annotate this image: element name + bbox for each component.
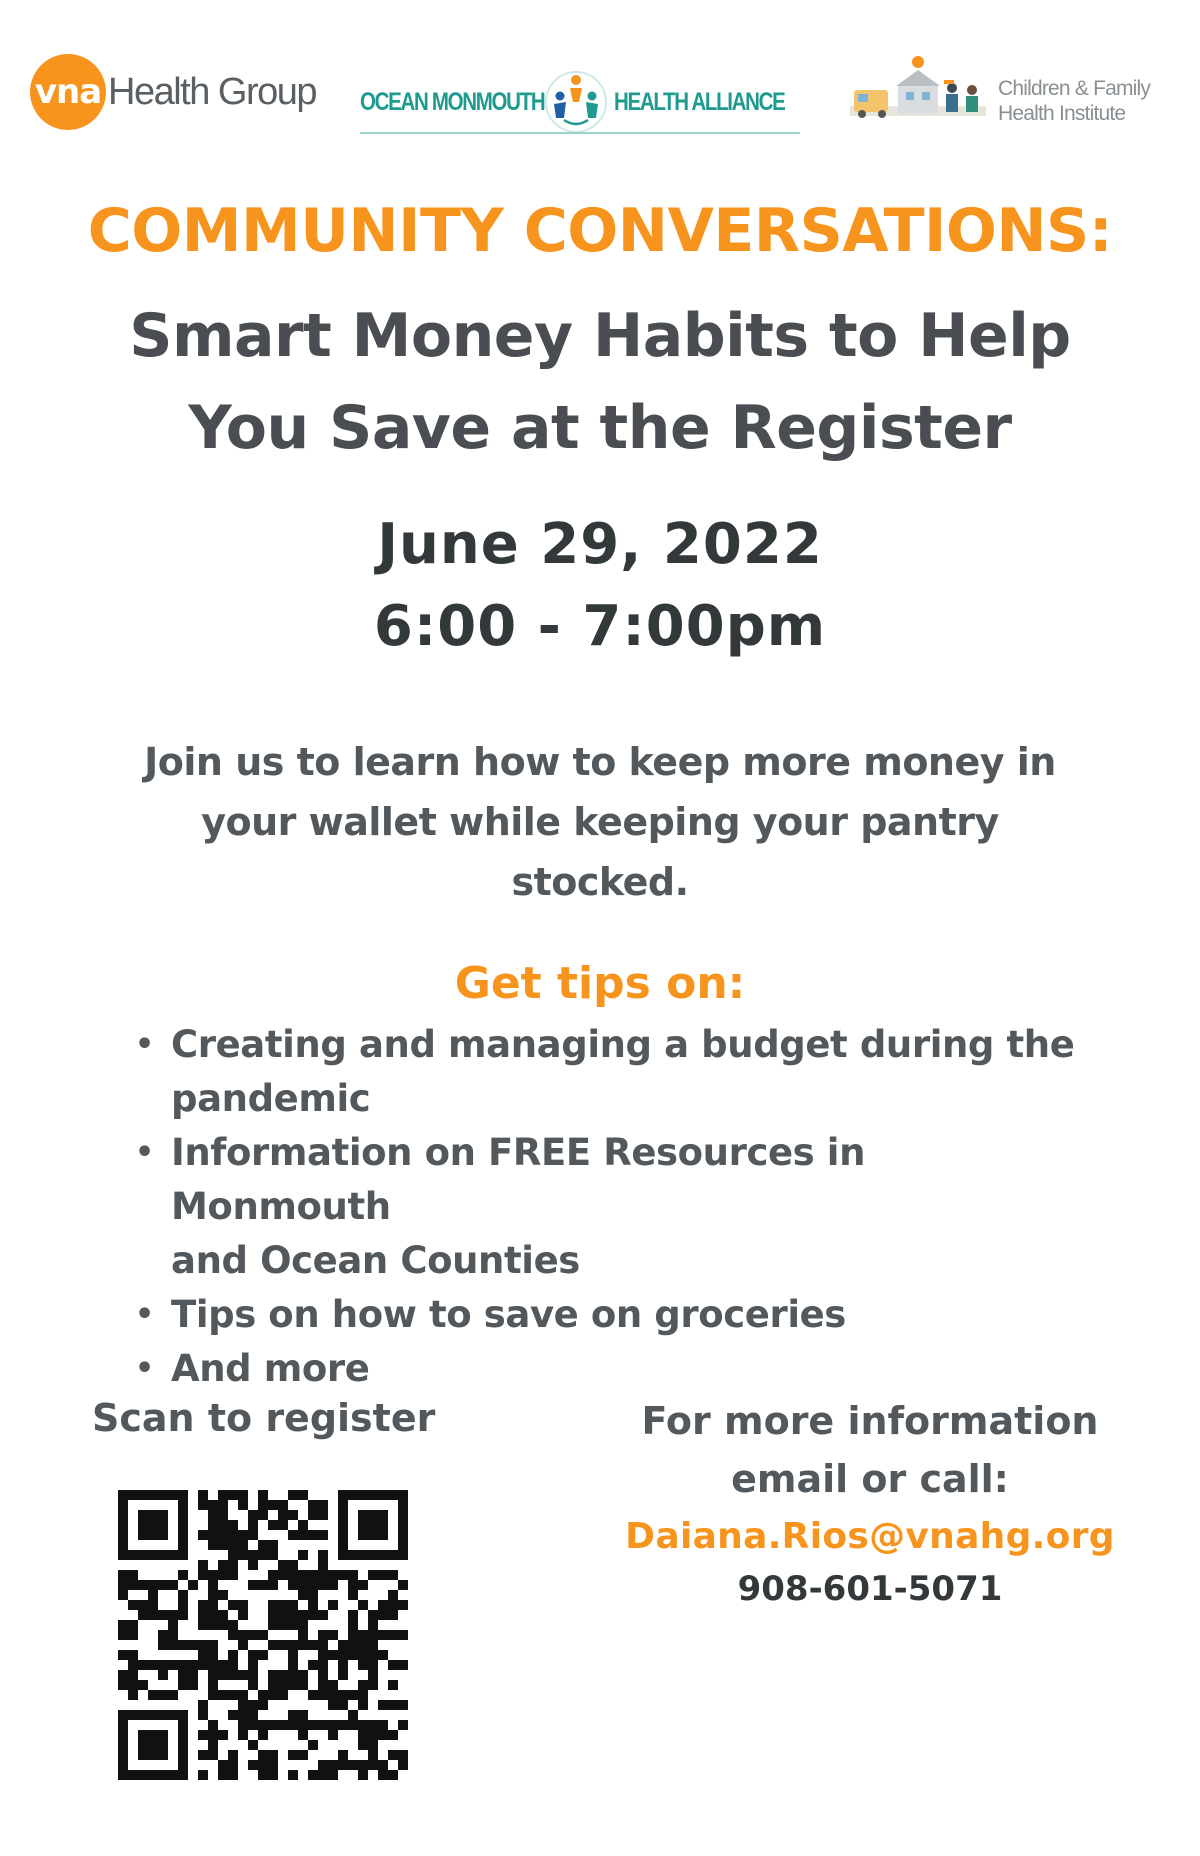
event-intro <box>90 732 1110 912</box>
tip-line: • And more <box>171 1347 370 1390</box>
event-time: 6:00 - 7:00pm <box>373 594 827 659</box>
registration-qr-code[interactable] <box>118 1490 408 1780</box>
intro-line1: Join us to learn how to keep more money in <box>144 740 1056 784</box>
oma-logo-right-text: HEALTH ALLIANCE <box>614 87 785 116</box>
event-headline: COMMUNITY CONVERSATIONS: <box>87 196 1113 266</box>
list-item <box>135 1342 1095 1396</box>
intro-line3: stocked. <box>511 860 689 904</box>
oma-logo-left-text: OCEAN MONMOUTH <box>360 87 545 116</box>
tip-line: • Tips on how to save on groceries <box>171 1293 846 1336</box>
contact-email-link[interactable]: Daiana.Rios@vnahg.org <box>625 1516 1115 1557</box>
tip-line: pandemic <box>171 1077 371 1120</box>
contact-phone[interactable]: 908-601-5071 <box>737 1569 1003 1609</box>
cfhi-logo-line2: Health Institute <box>998 102 1126 125</box>
contact-heading-line2: email or call: <box>731 1457 1009 1501</box>
event-date-time <box>0 504 1200 668</box>
oma-logo-underline <box>360 132 800 134</box>
community-illustration-icon <box>848 56 988 136</box>
tips-list <box>135 1018 1095 1396</box>
cfhi-logo-line1: Children & Family <box>998 77 1151 100</box>
event-subtitle-line1: Smart Money Habits to Help <box>129 301 1071 371</box>
cfhi-logo-text <box>998 76 1150 126</box>
intro-line2: your wallet while keeping your pantry <box>201 800 999 844</box>
vna-logo-mark: vna <box>30 54 106 130</box>
tip-line: • Information on FREE Resources in Monmouth <box>171 1131 866 1228</box>
vna-health-group-logo <box>30 52 316 132</box>
people-emblem-icon <box>542 68 610 136</box>
event-subtitle <box>40 290 1160 474</box>
scan-to-register-label: Scan to register <box>92 1396 436 1440</box>
children-family-health-institute-logo <box>848 52 1178 142</box>
list-item <box>135 1288 1095 1342</box>
event-date: June 29, 2022 <box>377 512 823 577</box>
list-item <box>135 1126 1095 1288</box>
tips-title: Get tips on: <box>454 958 746 1009</box>
ocean-monmouth-health-alliance-logo <box>360 62 800 142</box>
contact-heading-line1: For more information <box>641 1399 1099 1443</box>
tip-line: and Ocean Counties <box>171 1239 580 1282</box>
tip-line: • Creating and managing a budget during the <box>171 1023 1075 1066</box>
vna-logo-text: Health Group <box>108 70 317 113</box>
contact-info <box>620 1392 1120 1612</box>
list-item <box>135 1018 1095 1126</box>
event-subtitle-line2: You Save at the Register <box>188 393 1012 463</box>
